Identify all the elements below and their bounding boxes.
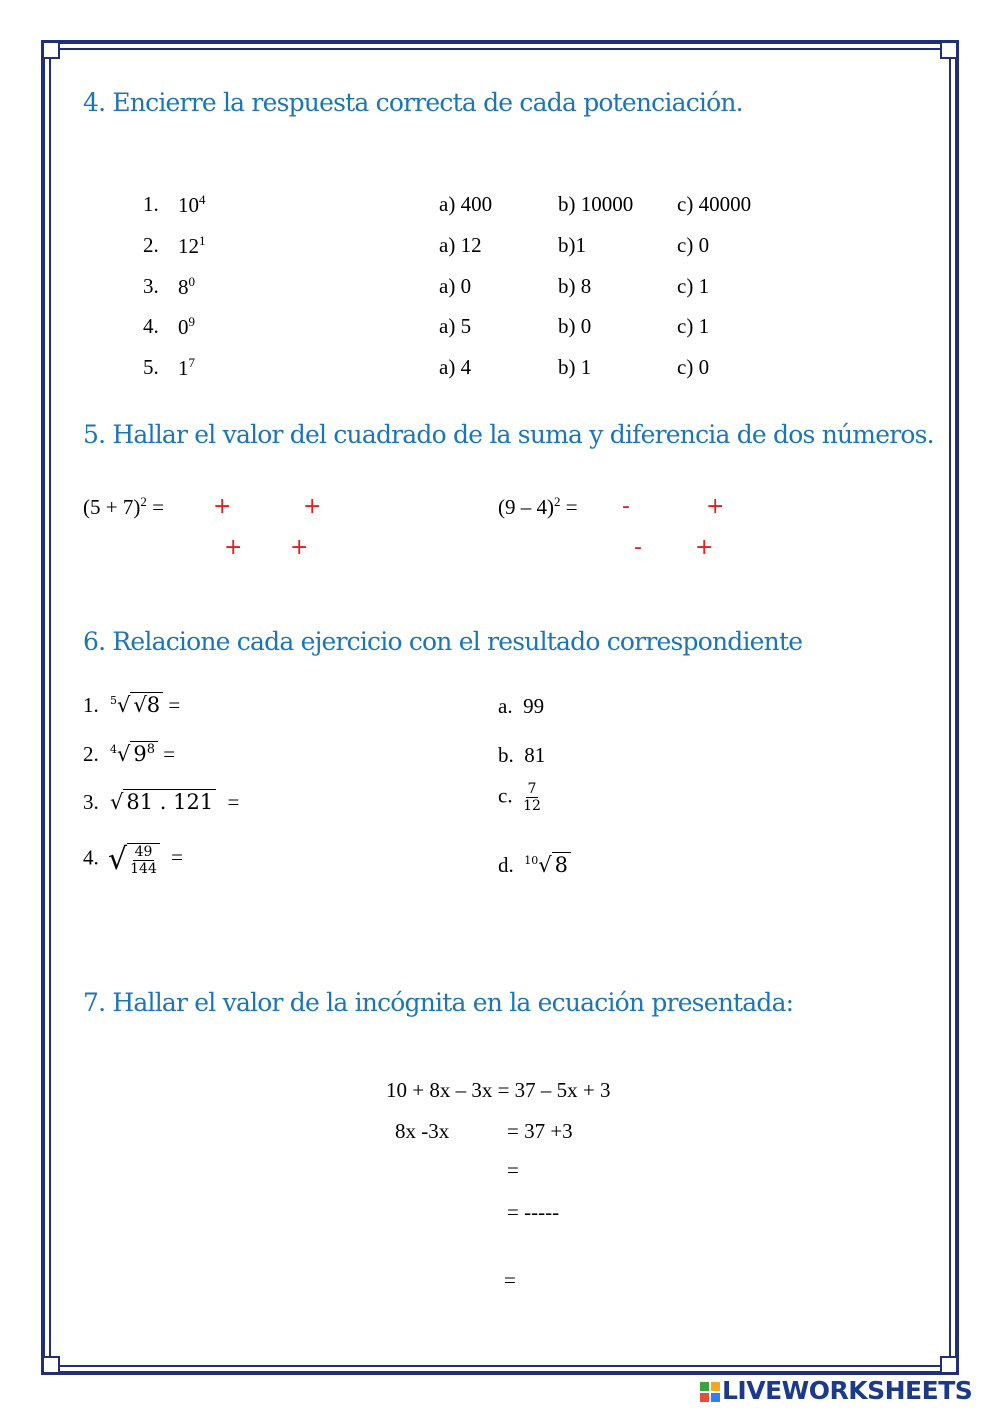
- sign-input[interactable]: +: [706, 494, 725, 519]
- equation-blank[interactable]: =: [507, 1158, 519, 1182]
- exercise-item[interactable]: 3. √ 81 . 121 =: [83, 790, 240, 814]
- square-sum-expression: $(5 + 7)^2$ =: [83, 494, 164, 519]
- border-corner: [940, 41, 958, 59]
- exercise-item[interactable]: 2. $^4$√ $9^8$ =: [83, 742, 176, 766]
- option-a[interactable]: a) 400: [439, 192, 493, 216]
- equation-blank[interactable]: =: [504, 1268, 516, 1292]
- option-c[interactable]: c) 0: [677, 233, 710, 257]
- option-a[interactable]: a) 0: [439, 274, 472, 298]
- row-number: 4.: [143, 314, 159, 338]
- sign-input[interactable]: +: [290, 535, 309, 560]
- border-corner: [42, 1356, 60, 1374]
- option-b[interactable]: b)1: [558, 233, 586, 257]
- option-a[interactable]: a) 4: [439, 355, 472, 379]
- answer-item[interactable]: c. $\frac{7}{12}$: [498, 781, 541, 814]
- equation-line-left: 8x -3x: [395, 1119, 450, 1143]
- sign-input[interactable]: +: [695, 535, 714, 560]
- logo-icon: [700, 1382, 720, 1402]
- option-b[interactable]: b) 0: [558, 314, 592, 338]
- answer-item[interactable]: a. 99: [498, 694, 545, 718]
- answer-item[interactable]: d. $^{10}$√ 8: [498, 852, 571, 878]
- section5-heading: 5. Hallar el valor del cuadrado de la suma y diferencia de dos números.: [83, 420, 934, 449]
- power-expression: $0^9$: [178, 314, 195, 339]
- row-number: 3.: [143, 274, 159, 298]
- option-c[interactable]: c) 0: [677, 355, 710, 379]
- option-c[interactable]: c) 1: [677, 314, 710, 338]
- exercise-item[interactable]: 4. √ $\frac{49}{144}$ =: [83, 842, 183, 877]
- equation-blank[interactable]: = -----: [507, 1200, 560, 1224]
- sign-input[interactable]: -: [622, 494, 630, 519]
- option-b[interactable]: b) 1: [558, 355, 592, 379]
- power-expression: $1^7$: [178, 355, 195, 380]
- option-b[interactable]: b) 10000: [558, 192, 634, 216]
- power-expression: $10^4$: [178, 192, 206, 217]
- equation-line-right: = 37 +3: [507, 1119, 573, 1143]
- answer-item[interactable]: b. 81: [498, 743, 546, 767]
- option-c[interactable]: c) 40000: [677, 192, 752, 216]
- equation-line: 10 + 8x – 3x = 37 – 5x + 3: [386, 1078, 611, 1102]
- border-corner: [42, 41, 60, 59]
- sign-input[interactable]: -: [634, 535, 642, 560]
- square-difference-expression: (9 – 4)$^2$ =: [498, 494, 578, 519]
- liveworksheets-logo: LIVEWORKSHEETS: [700, 1376, 972, 1405]
- power-expression: $8^0$: [178, 274, 195, 299]
- section6-heading: 6. Relacione cada ejercicio con el resultado correspondiente: [83, 627, 803, 656]
- exercise-item[interactable]: 1. $^5$√ √8 =: [83, 693, 181, 717]
- row-number: 1.: [143, 192, 159, 216]
- option-b[interactable]: b) 8: [558, 274, 592, 298]
- sign-input[interactable]: +: [303, 494, 322, 519]
- option-c[interactable]: c) 1: [677, 274, 710, 298]
- sign-input[interactable]: +: [213, 494, 232, 519]
- power-expression: $12^1$: [178, 233, 206, 258]
- sign-input[interactable]: +: [224, 535, 243, 560]
- option-a[interactable]: a) 5: [439, 314, 472, 338]
- row-number: 2.: [143, 233, 159, 257]
- row-number: 5.: [143, 355, 159, 379]
- section7-heading: 7. Hallar el valor de la incógnita en la ecuación presentada:: [83, 988, 794, 1017]
- option-a[interactable]: a) 12: [439, 233, 482, 257]
- border-corner: [940, 1356, 958, 1374]
- section4-heading: 4. Encierre la respuesta correcta de cada potenciación.: [83, 88, 743, 117]
